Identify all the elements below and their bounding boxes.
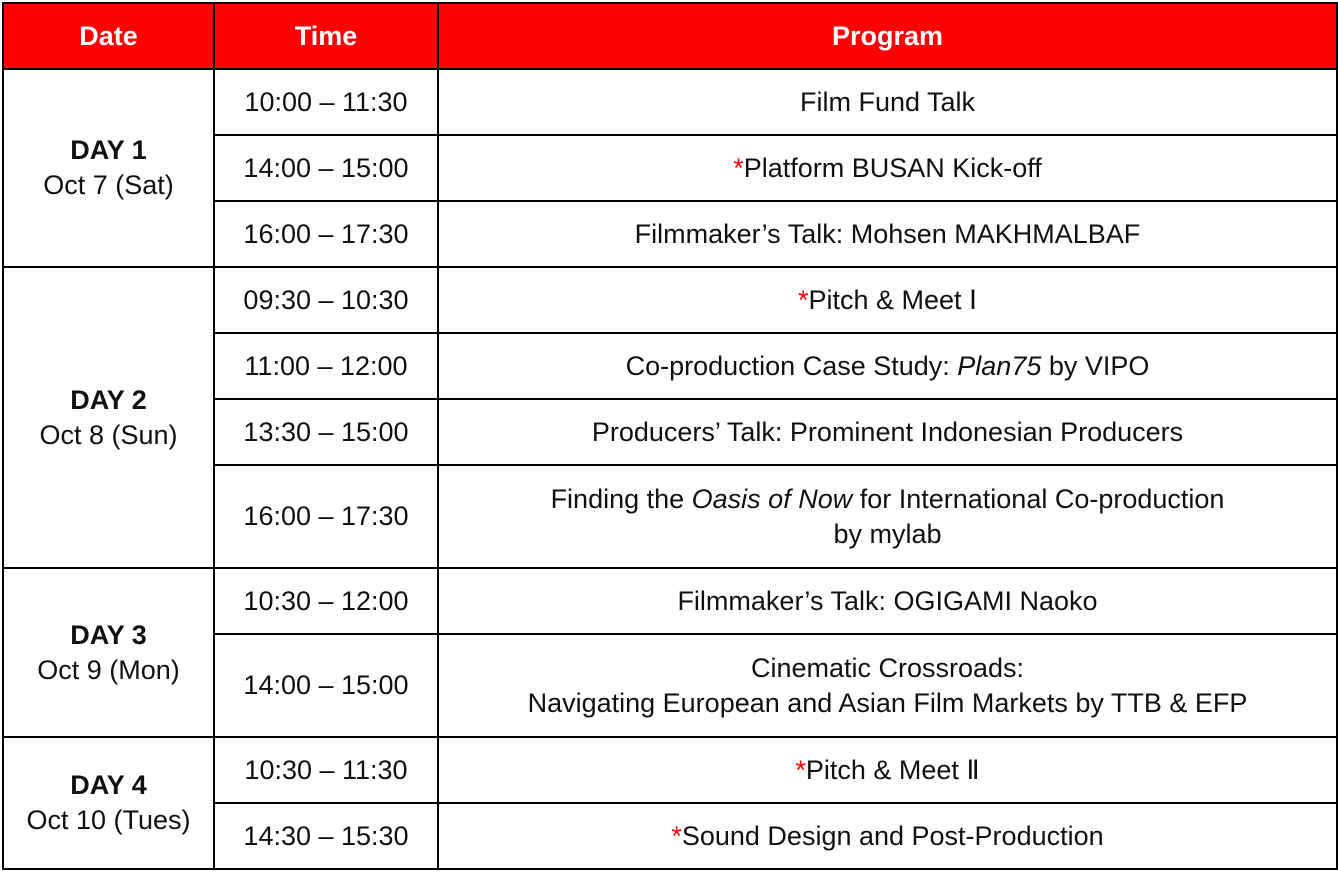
day-label: DAY 4 xyxy=(70,770,147,800)
day-date: Oct 10 (Tues) xyxy=(26,805,191,835)
program-cell xyxy=(438,399,1337,465)
time-cell: 14:00 – 15:00 xyxy=(214,634,438,737)
time-cell: 09:30 – 10:30 xyxy=(214,267,438,333)
program-cell xyxy=(438,803,1337,869)
program-title: Pitch & Meet Ⅰ xyxy=(808,284,978,315)
table-row xyxy=(3,737,1337,803)
program-title: Filmmaker’s Talk: Mohsen MAKHMALBAF xyxy=(634,218,1141,249)
program-title: Sound Design and Post-Production xyxy=(681,820,1104,851)
time-cell: 11:00 – 12:00 xyxy=(214,333,438,399)
program-cell xyxy=(438,465,1337,568)
time-cell: 14:00 – 15:00 xyxy=(214,135,438,201)
day-cell xyxy=(3,69,214,267)
program-title: Film Fund Talk xyxy=(799,86,976,117)
table-row xyxy=(3,568,1337,634)
program-title: Pitch & Meet Ⅱ xyxy=(805,754,980,785)
program-title-italic: Plan75 xyxy=(957,350,1042,381)
day-label: DAY 2 xyxy=(70,384,147,415)
program-cell xyxy=(438,201,1337,267)
star-marker: * xyxy=(797,284,809,315)
program-cell xyxy=(438,333,1337,399)
program-cell xyxy=(438,737,1337,803)
time-cell: 14:30 – 15:30 xyxy=(214,803,438,869)
day-date: Oct 7 (Sat) xyxy=(43,170,174,200)
star-marker: * xyxy=(733,152,744,183)
program-title-post: for International Co-production xyxy=(852,483,1225,514)
schedule-table xyxy=(2,2,1338,870)
program-title: Producers’ Talk: Prominent Indonesian Producers xyxy=(591,416,1184,447)
time-cell: 13:30 – 15:00 xyxy=(214,399,438,465)
day-cell xyxy=(3,568,214,737)
day-label: DAY 1 xyxy=(70,135,147,165)
header-time: Time xyxy=(214,3,438,69)
day-date: Oct 9 (Mon) xyxy=(37,654,180,685)
time-cell: 10:30 – 11:30 xyxy=(214,737,438,803)
program-cell xyxy=(438,135,1337,201)
star-marker: * xyxy=(795,754,806,785)
program-line-1: Cinematic Crossroads: xyxy=(750,652,1025,683)
time-cell: 10:00 – 11:30 xyxy=(214,69,438,135)
time-cell: 10:30 – 12:00 xyxy=(214,568,438,634)
program-title-post: by VIPO xyxy=(1041,350,1150,381)
table-row xyxy=(3,267,1337,333)
program-line-2: Navigating European and Asian Film Markets by TTB & EFP xyxy=(527,687,1248,718)
program-cell xyxy=(438,69,1337,135)
header-row xyxy=(3,3,1337,69)
program-title: Filmmaker’s Talk: OGIGAMI Naoko xyxy=(677,585,1098,616)
day-date: Oct 8 (Sun) xyxy=(39,419,178,450)
header-program: Program xyxy=(438,3,1337,69)
day-cell xyxy=(3,737,214,869)
program-title-pre: Co-production Case Study: xyxy=(625,350,958,381)
program-line-1 xyxy=(445,482,1330,517)
program-title-pre: Finding the xyxy=(550,483,692,514)
time-cell: 16:00 – 17:30 xyxy=(214,201,438,267)
program-title-italic: Oasis of Now xyxy=(691,483,853,514)
day-label: DAY 3 xyxy=(70,619,147,650)
program-cell xyxy=(438,634,1337,737)
time-cell: 16:00 – 17:30 xyxy=(214,465,438,568)
day-cell xyxy=(3,267,214,568)
header-date: Date xyxy=(3,3,214,69)
table-row xyxy=(3,69,1337,135)
program-cell xyxy=(438,568,1337,634)
program-line-2: by mylab xyxy=(833,518,942,549)
program-cell xyxy=(438,267,1337,333)
star-marker: * xyxy=(671,820,682,851)
program-title: Platform BUSAN Kick-off xyxy=(743,152,1042,183)
